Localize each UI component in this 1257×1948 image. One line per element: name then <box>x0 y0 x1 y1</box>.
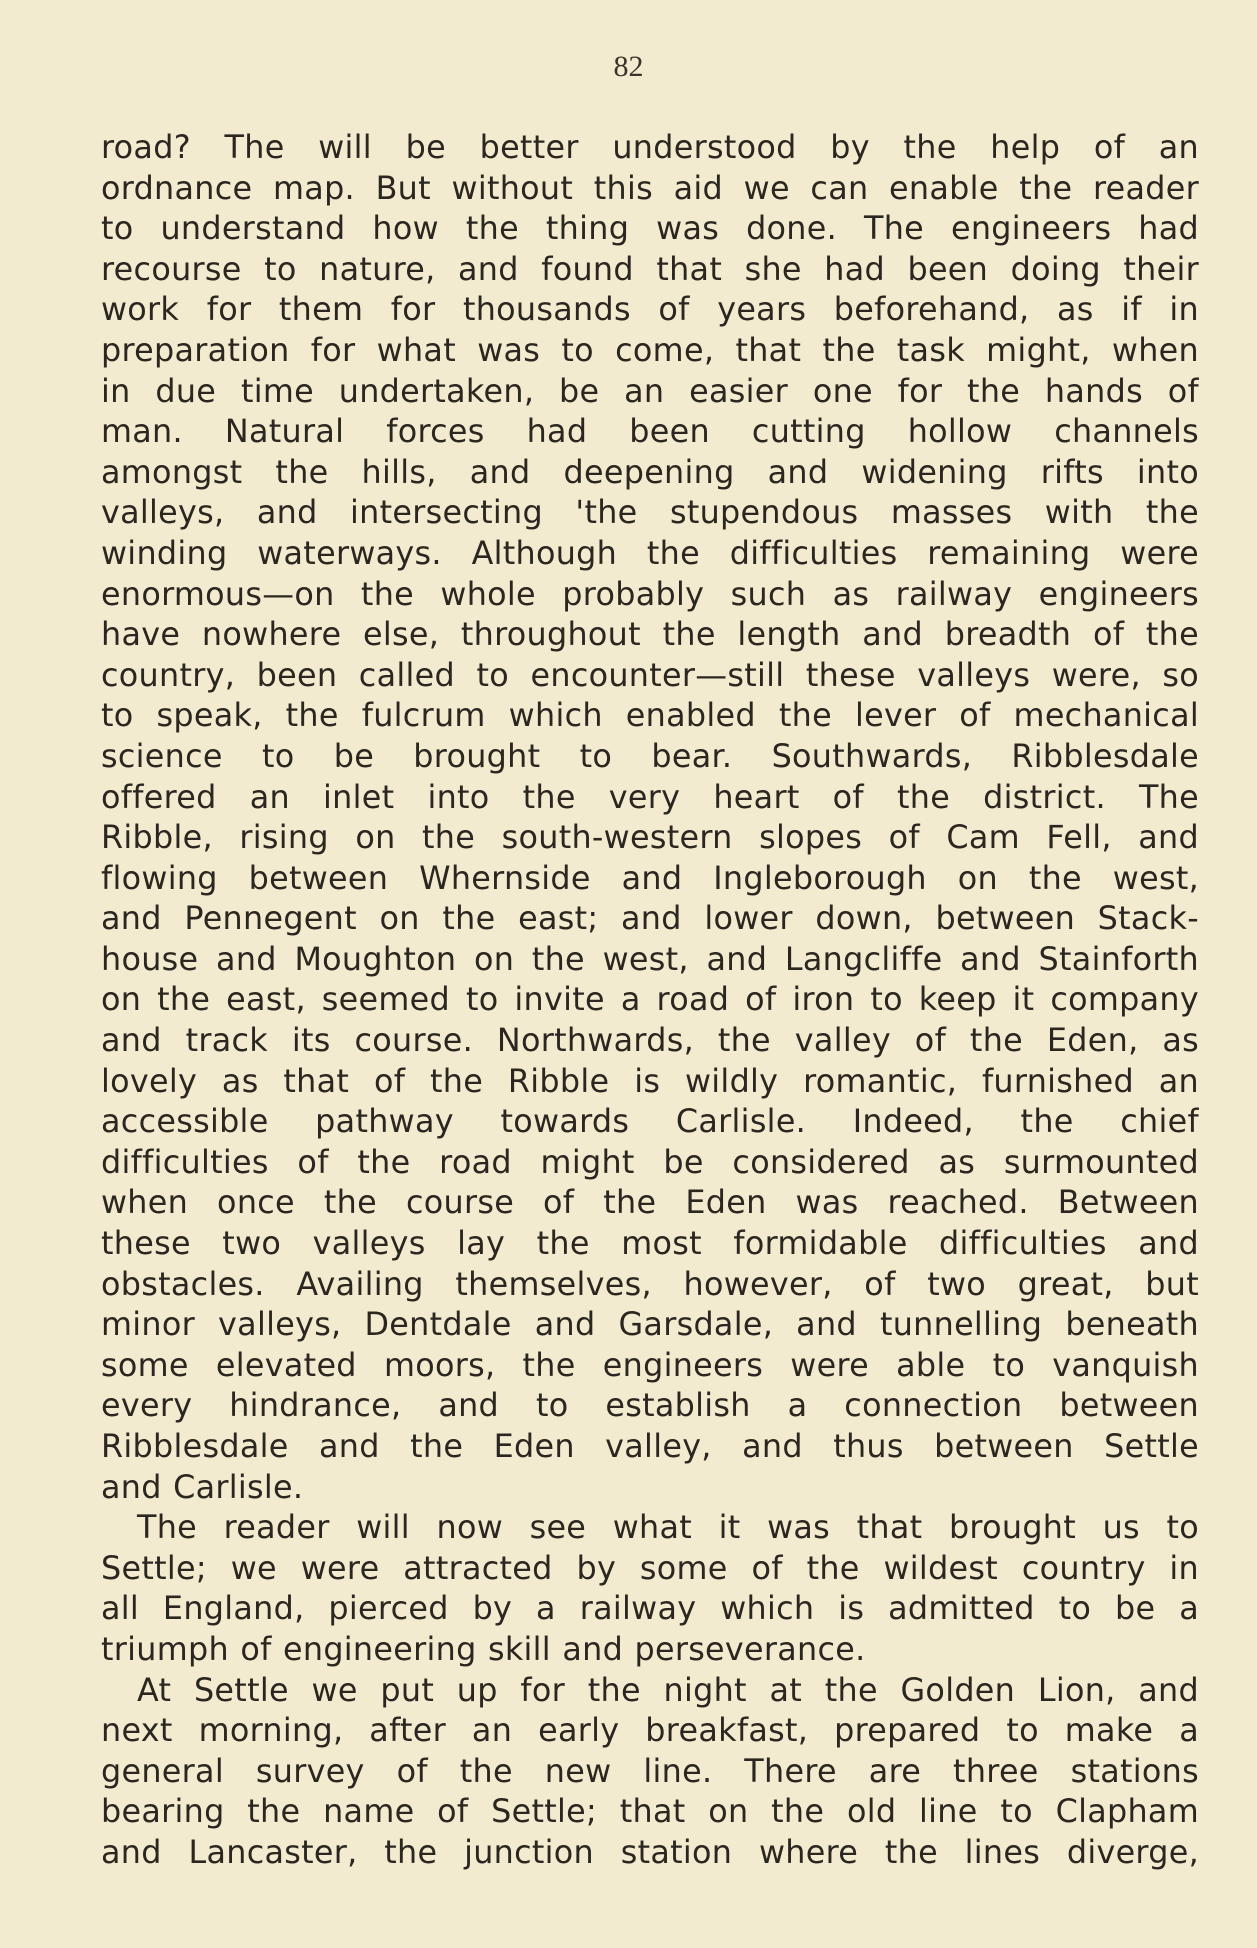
text-line: difficulties of the road might be considered as surmounted <box>101 1143 1199 1181</box>
text-line: offered an inlet into the very heart of the district. The <box>101 778 1199 816</box>
text-line: country, been called to encounter—still these valleys were, so <box>101 656 1199 694</box>
text-line: recourse to nature, and found that she had been doing their <box>101 250 1199 288</box>
text-line: The reader will now see what it was that brought us to <box>137 1509 1199 1547</box>
text-line: house and Moughton on the west, and Langcliffe and Stainforth <box>101 940 1199 978</box>
text-line: science to be brought to bear. Southwards, Ribblesdale <box>101 737 1199 775</box>
text-line: amongst the hills, and deepening and widening rifts into <box>101 453 1199 491</box>
body-text <box>101 128 1199 1874</box>
text-line: all England, pierced by a railway which is admitted to be a <box>101 1590 1199 1628</box>
text-line: to understand how the thing was done. The engineers had <box>101 210 1199 248</box>
text-line: winding waterways. Although the difficulties remaining were <box>101 534 1199 572</box>
text-line: At Settle we put up for the night at the Golden Lion, and <box>137 1671 1199 1709</box>
text-line: triumph of engineering skill and perseverance. <box>101 1630 866 1668</box>
text-line: next morning, after an early breakfast, prepared to make a <box>101 1712 1199 1750</box>
text-line: Ribblesdale and the Eden valley, and thus between Settle <box>101 1428 1199 1465</box>
text-line: minor valleys, Dentdale and Garsdale, and tunnelling beneath <box>101 1306 1199 1344</box>
page-number: 82 <box>613 50 644 83</box>
text-line: work for them for thousands of years beforehand, as if in <box>101 291 1199 329</box>
text-line: lovely as that of the Ribble is wildly romantic, furnished an <box>101 1062 1199 1100</box>
text-line: general survey of the new line. There are three stations <box>101 1752 1199 1790</box>
text-line: when once the course of the Eden was reached. Between <box>101 1184 1199 1222</box>
text-line: accessible pathway towards Carlisle. Indeed, the chief <box>101 1103 1199 1141</box>
text-line: these two valleys lay the most formidable difficulties and <box>101 1225 1199 1263</box>
text-line: some elevated moors, the engineers were able to vanquish <box>101 1346 1199 1384</box>
text-line: man. Natural forces had been cutting hollow channels <box>101 413 1199 451</box>
text-line: road? The will be better understood by the help of an <box>101 129 1199 166</box>
text-line: enormous—on the whole probably such as railway engineers <box>101 575 1199 613</box>
text-line: on the east, seemed to invite a road of iron to keep it company <box>101 981 1199 1019</box>
text-line: obstacles. Availing themselves, however, of two great, but <box>101 1265 1199 1303</box>
text-line: Settle; we were attracted by some of the wildest country in <box>101 1549 1199 1587</box>
text-line: bearing the name of Settle; that on the old line to Clapham <box>101 1793 1199 1831</box>
text-line: flowing between Whernside and Ingleborough on the west, <box>101 859 1199 897</box>
text-line: preparation for what was to come, that the task might, when <box>101 331 1199 369</box>
text-line: valleys, and intersecting 'the stupendous masses with the <box>101 494 1199 532</box>
text-line: and Lancaster, the junction station where the lines diverge, <box>101 1833 1199 1871</box>
text-line: to speak, the fulcrum which enabled the lever of mechanical <box>101 697 1199 735</box>
text-line: every hindrance, and to establish a connection between <box>101 1387 1199 1425</box>
text-line: and track its course. Northwards, the valley of the Eden, as <box>101 1022 1199 1060</box>
text-line: Ribble, rising on the south-western slopes of Cam Fell, and <box>101 819 1199 857</box>
text-line: and Carlisle. <box>101 1468 304 1506</box>
text-line: in due time undertaken, be an easier one for the hands of <box>101 372 1199 410</box>
text-line: and Pennegent on the east; and lower down, between Stack- <box>101 900 1199 938</box>
text-line: have nowhere else, throughout the length and breadth of the <box>101 616 1199 654</box>
text-line: ordnance map. But without this aid we can enable the reader <box>101 169 1199 207</box>
